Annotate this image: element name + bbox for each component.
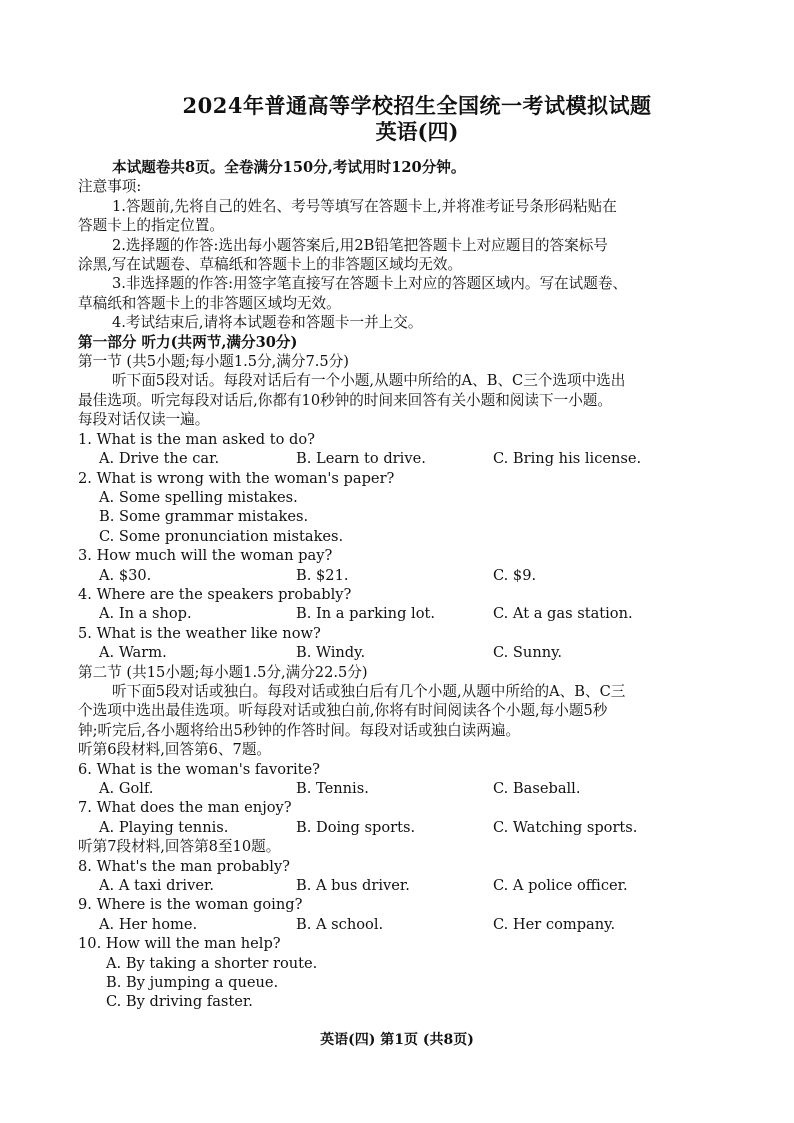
question-options [78,449,778,468]
option-a: A. Playing tennis. [99,818,229,836]
question-options [78,566,778,585]
part-heading: 第一部分 听力(共两节,满分30分) [78,333,298,351]
option-b: B. In a parking lot. [296,605,436,623]
notice-line: 4.考试结束后,请将本试题卷和答题卡一并上交。 [112,314,423,332]
option-a: A. By taking a shorter route. [106,954,318,972]
option-b: B. Windy. [296,644,366,662]
section-heading: 第二节 (共15小题;每小题1.5分,满分22.5分) [78,663,368,681]
option-b: B. A bus driver. [296,877,410,895]
option-c: C. Bring his license. [493,450,642,468]
notice-line: 涂黑,写在试题卷、草稿纸和答题卡上的非答题区域均无效。 [78,256,463,274]
option-c: C. By driving faster. [106,993,253,1011]
question-stem: 5. What is the weather like now? [78,624,321,642]
question-options [78,604,778,623]
notice-line: 2.选择题的作答:选出每小题答案后,用2B铅笔把答题卡上对应题目的答案标号 [112,236,608,254]
material-label: 听第6段材料,回答第6、7题。 [78,741,272,759]
option-c: C. At a gas station. [493,605,633,623]
instruction-line: 最佳选项。听完每段对话后,你都有10秒钟的时间来回答有关小题和阅读下一小题。 [78,391,612,409]
option-b: B. $21. [296,566,349,584]
option-c: C. Her company. [493,915,616,933]
question-options [78,779,778,798]
question-options [78,915,778,934]
exam-title: 2024年普通高等学校招生全国统一考试模拟试题 [182,93,652,118]
question-stem: 1. What is the man asked to do? [78,430,315,448]
material-label: 听第7段材料,回答第8至10题。 [78,838,281,856]
question-stem: 9. Where is the woman going? [78,896,303,914]
option-a: A. $30. [99,566,152,584]
option-c: C. A police officer. [493,877,628,895]
question-options [78,876,778,895]
question-options [78,818,778,837]
instruction-line: 每段对话仅读一遍。 [78,411,210,429]
notice-line: 草稿纸和答题卡上的非答题区域均无效。 [78,294,341,312]
exam-summary: 本试题卷共8页。全卷满分150分,考试用时120分钟。 [112,159,466,176]
question-stem: 6. What is the woman's favorite? [78,760,320,778]
question-stem: 3. How much will the woman pay? [78,547,333,565]
question-stem: 7. What does the man enjoy? [78,799,292,817]
option-a: A. A taxi driver. [99,877,214,895]
exam-subtitle: 英语(四) [375,119,459,144]
option-c: C. $9. [493,566,537,584]
notice-line: 1.答题前,先将自己的姓名、考号等填写在答题卡上,并将准考证号条形码粘贴在 [112,197,617,215]
option-b: B. Some grammar mistakes. [99,508,309,526]
option-c: C. Baseball. [493,780,581,797]
option-a: A. Some spelling mistakes. [99,488,298,506]
question-stem: 4. Where are the speakers probably? [78,585,352,603]
option-c: C. Some pronunciation mistakes. [99,527,344,545]
instruction-line: 钟;听完后,各小题将给出5秒钟的作答时间。每段对话或独白读两遍。 [78,721,521,739]
notice-line: 答题卡上的指定位置。 [78,217,224,235]
option-a: A. Warm. [99,644,167,662]
option-b: B. By jumping a queue. [106,974,279,992]
option-a: A. Golf. [99,780,154,797]
option-b: B. Tennis. [296,780,369,797]
exam-body [78,158,778,1012]
instruction-line: 个选项中选出最佳选项。听每段对话或独白前,你将有时间阅读各个小题,每小题5秒 [78,702,608,720]
section-heading: 第一节 (共5小题;每小题1.5分,满分7.5分) [78,353,350,371]
option-a: A. Drive the car. [99,450,220,468]
option-b: B. A school. [296,915,384,933]
question-stem: 2. What is wrong with the woman's paper? [78,469,395,487]
option-a: A. Her home. [99,915,198,933]
page-footer: 英语(四) 第1页 (共8页) [320,1032,474,1048]
instruction-line: 听下面5段对话或独白。每段对话或独白后有几个小题,从题中所给的A、B、C三 [112,682,626,700]
question-options [78,643,778,662]
option-b: B. Doing sports. [296,818,416,836]
option-c: C. Sunny. [493,644,563,662]
notice-label: 注意事项: [78,178,142,196]
question-stem: 10. How will the man help? [78,935,281,953]
option-c: C. Watching sports. [493,818,638,836]
instruction-line: 听下面5段对话。每段对话后有一个小题,从题中所给的A、B、C三个选项中选出 [112,372,626,390]
option-b: B. Learn to drive. [296,450,426,468]
notice-line: 3.非选择题的作答:用签字笔直接写在答题卡上对应的答题区域内。写在试题卷、 [112,275,628,293]
question-stem: 8. What's the man probably? [78,857,291,875]
option-a: A. In a shop. [99,605,192,623]
